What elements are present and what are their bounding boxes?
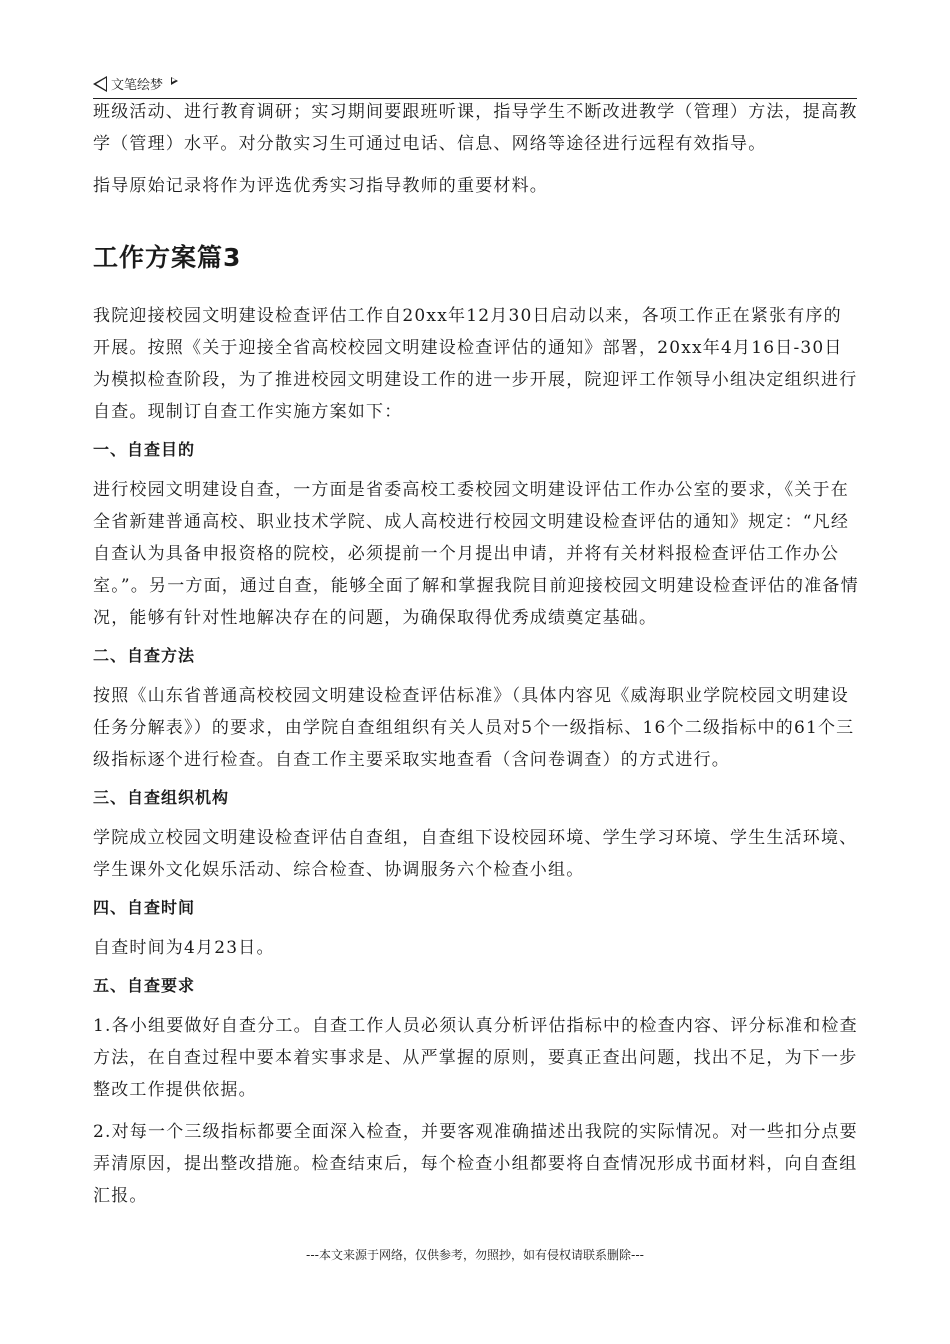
- section-title: 工作方案篇3: [93, 243, 242, 272]
- section-heading: 四、自查时间: [93, 898, 196, 917]
- paragraph: 指导原始记录将作为评选优秀实习指导教师的重要材料。: [93, 176, 548, 196]
- triangle-left-icon: [93, 76, 107, 92]
- brand-logo: [93, 74, 178, 93]
- section-heading: 五、自查要求: [93, 976, 196, 995]
- triangle-right-icon: [171, 77, 178, 85]
- section-heading: 二、自查方法: [93, 646, 196, 665]
- document-body: [93, 96, 859, 1212]
- section-heading: 一、自查目的: [93, 440, 196, 459]
- paragraph: 自查时间为4月23日。: [93, 938, 275, 958]
- paragraph: 1.各小组要做好自查分工。自查工作人员必须认真分析评估指标中的检查内容、评分标准和检查方法，在自查过程中要本着实事求是、从严掌握的原则，要真正查出问题，找出不足，为下一步整改工作提供依据。: [93, 1016, 858, 1100]
- paragraph: 进行校园文明建设自查，一方面是省委高校工委校园文明建设评估工作办公室的要求，《关于在全省新建普通高校、职业技术学院、成人高校进行校园文明建设检查评估的通知》规定：“凡经自查认为具备申报资格的院校，必须提前一个月提出申请，并将有关材料报检查评估工作办公室。”。另一方面，通过自查，能够全面了解和掌握我院目前迎接校园文明建设检查评估的准备情况，能够有针对性地解决存在的问题，为确保取得优秀成绩奠定基础。: [93, 480, 859, 628]
- paragraph: 按照《山东省普通高校校园文明建设检查评估标准》（具体内容见《威海职业学院校园文明建设任务分解表》）的要求，由学院自查组组织有关人员对5个一级指标、16个二级指标中的61个三级指标逐个进行检查。自查工作主要采取实地查看（含问卷调查）的方式进行。: [93, 686, 855, 770]
- paragraph: 班级活动、进行教育调研；实习期间要跟班听课，指导学生不断改进教学（管理）方法，提高教学（管理）水平。对分散实习生可通过电话、信息、网络等途径进行远程有效指导。: [93, 102, 858, 154]
- section-heading: 三、自查组织机构: [93, 788, 230, 807]
- paragraph: 学院成立校园文明建设检查评估自查组，自查组下设校园环境、学生学习环境、学生生活环境、学生课外文化娱乐活动、综合检查、协调服务六个检查小组。: [93, 828, 858, 880]
- page-header: [93, 72, 857, 99]
- page-footer: ---本文来源于网络，仅供参考，勿照抄，如有侵权请联系删除---: [306, 1248, 644, 1262]
- intro-paragraph: 我院迎接校园文明建设检查评估工作自20xx年12月30日启动以来，各项工作正在紧张有序的开展。按照《关于迎接全省高校校园文明建设检查评估的通知》部署，20xx年4月16日-30日为模拟检查阶段，为了推进校园文明建设工作的进一步开展，院迎评工作领导小组决定组织进行自查。现制订自查工作实施方案如下：: [93, 306, 858, 422]
- brand-name: 文笔绘梦: [111, 78, 164, 93]
- paragraph: 2.对每一个三级指标都要全面深入检查，并要客观准确描述出我院的实际情况。对一些扣分点要弄清原因，提出整改措施。检查结束后，每个检查小组都要将自查情况形成书面材料，向自查组汇报。: [93, 1122, 858, 1206]
